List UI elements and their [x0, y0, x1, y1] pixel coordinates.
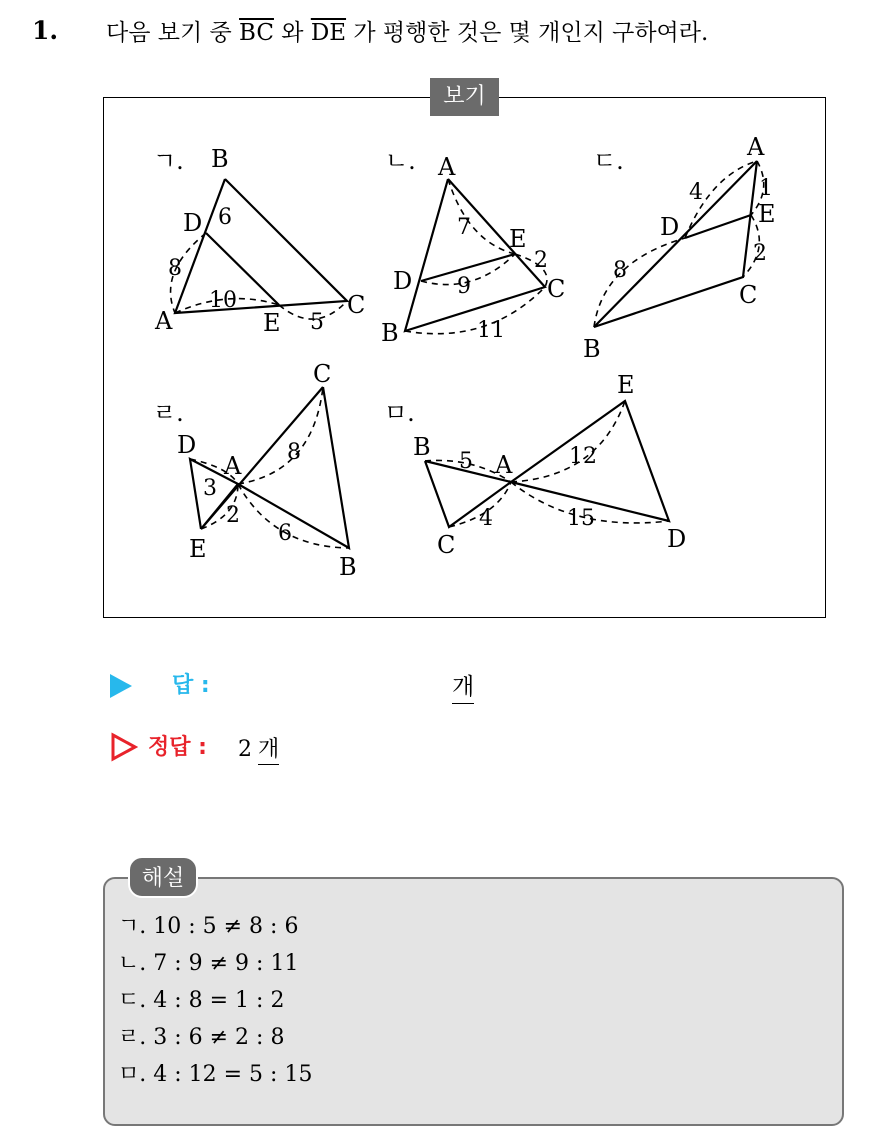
- question-text-prefix: 다음 보기 중: [106, 20, 232, 46]
- answer-arrow-icon: [110, 674, 132, 698]
- length-label: 5: [310, 310, 324, 335]
- point-label: C: [347, 291, 366, 319]
- point-label: C: [313, 360, 332, 388]
- length-label: 8: [287, 440, 301, 465]
- triangle-abc: [405, 179, 545, 331]
- question-text: [106, 14, 708, 47]
- point-label: C: [739, 281, 758, 309]
- question-text-suffix: 가 평행한 것은 몇 개인지 구하여라.: [353, 20, 709, 46]
- point-label: D: [177, 431, 197, 459]
- line-ca-ae: [201, 387, 323, 529]
- triangle-abc: [175, 179, 347, 313]
- length-label: 1: [759, 176, 773, 201]
- correct-arrow-icon: [110, 732, 138, 762]
- solution-line: ㅁ. 4 : 12 = 5 : 15: [118, 1062, 313, 1087]
- figure-label: ㄱ.: [153, 147, 184, 175]
- point-label: A: [495, 451, 513, 479]
- length-label: 10: [209, 288, 237, 313]
- point-label: B: [339, 553, 357, 581]
- point-label: B: [413, 433, 431, 461]
- segment-de-line: [685, 215, 751, 238]
- length-label: 8: [613, 258, 627, 283]
- figure-rieul: [190, 387, 349, 548]
- length-label: 9: [457, 274, 471, 299]
- segment-de: $\overline{DE}$: [310, 20, 347, 46]
- point-label: A: [224, 452, 242, 480]
- length-label: 5: [459, 449, 473, 474]
- correct-unit: 개: [258, 737, 279, 765]
- correct-value: 2: [238, 737, 252, 762]
- point-label: E: [617, 371, 635, 399]
- figure-label: ㄹ.: [153, 399, 184, 427]
- answer-label: 답 :: [172, 673, 210, 698]
- point-label: E: [758, 200, 776, 228]
- length-label: 7: [457, 215, 471, 240]
- solution-line: ㄷ. 4 : 8 = 1 : 2: [118, 988, 285, 1013]
- solution-tag: 해설: [128, 856, 198, 898]
- point-label: E: [263, 309, 281, 337]
- point-label: C: [437, 531, 456, 559]
- length-label: 6: [278, 521, 292, 546]
- point-label: D: [183, 209, 203, 237]
- length-label: 15: [567, 506, 595, 531]
- length-label: 2: [226, 503, 240, 528]
- length-label: 3: [203, 476, 217, 501]
- figure-label: ㄴ.: [385, 147, 416, 175]
- point-label: D: [393, 267, 413, 295]
- length-label: 4: [689, 180, 703, 205]
- point-label: A: [438, 153, 456, 181]
- point-label: E: [189, 535, 207, 563]
- solution-line: ㄱ. 10 : 5 ≠ 8 : 6: [118, 914, 299, 939]
- answer-unit[interactable]: 개: [452, 668, 474, 704]
- length-label: 2: [753, 241, 767, 266]
- point-label: B: [211, 145, 229, 173]
- correct-answer: [238, 732, 279, 763]
- point-label: A: [747, 133, 765, 161]
- figure-label: ㄷ.: [593, 147, 624, 175]
- length-label: 12: [569, 444, 597, 469]
- point-label: D: [667, 525, 687, 553]
- correct-label: 정답 :: [148, 735, 207, 760]
- bogi-tag: 보기: [430, 78, 499, 116]
- segment-bc: $\overline{BC}$: [239, 20, 274, 46]
- point-label: D: [660, 213, 680, 241]
- solution-line: ㄴ. 7 : 9 ≠ 9 : 11: [118, 951, 299, 976]
- length-label: 2: [534, 248, 548, 273]
- bogi-figures: [103, 97, 826, 618]
- figure-nieun: [405, 179, 547, 334]
- solution-line: ㄹ. 3 : 6 ≠ 2 : 8: [118, 1025, 285, 1050]
- length-label: 8: [168, 256, 182, 281]
- length-label: 11: [477, 318, 505, 343]
- point-label: B: [583, 335, 601, 363]
- point-label: A: [155, 307, 173, 335]
- question-number: 1.: [32, 16, 59, 45]
- point-label: E: [509, 225, 527, 253]
- point-label: B: [381, 319, 399, 347]
- question-text-mid: 와: [281, 20, 304, 46]
- length-label: 6: [218, 205, 232, 230]
- figure-giyeok: [171, 179, 347, 319]
- point-label: C: [547, 275, 566, 303]
- length-label: 4: [479, 506, 493, 531]
- figure-label: ㅁ.: [384, 399, 415, 427]
- triangle-abc: [594, 161, 757, 327]
- solution-lines: [118, 908, 312, 1093]
